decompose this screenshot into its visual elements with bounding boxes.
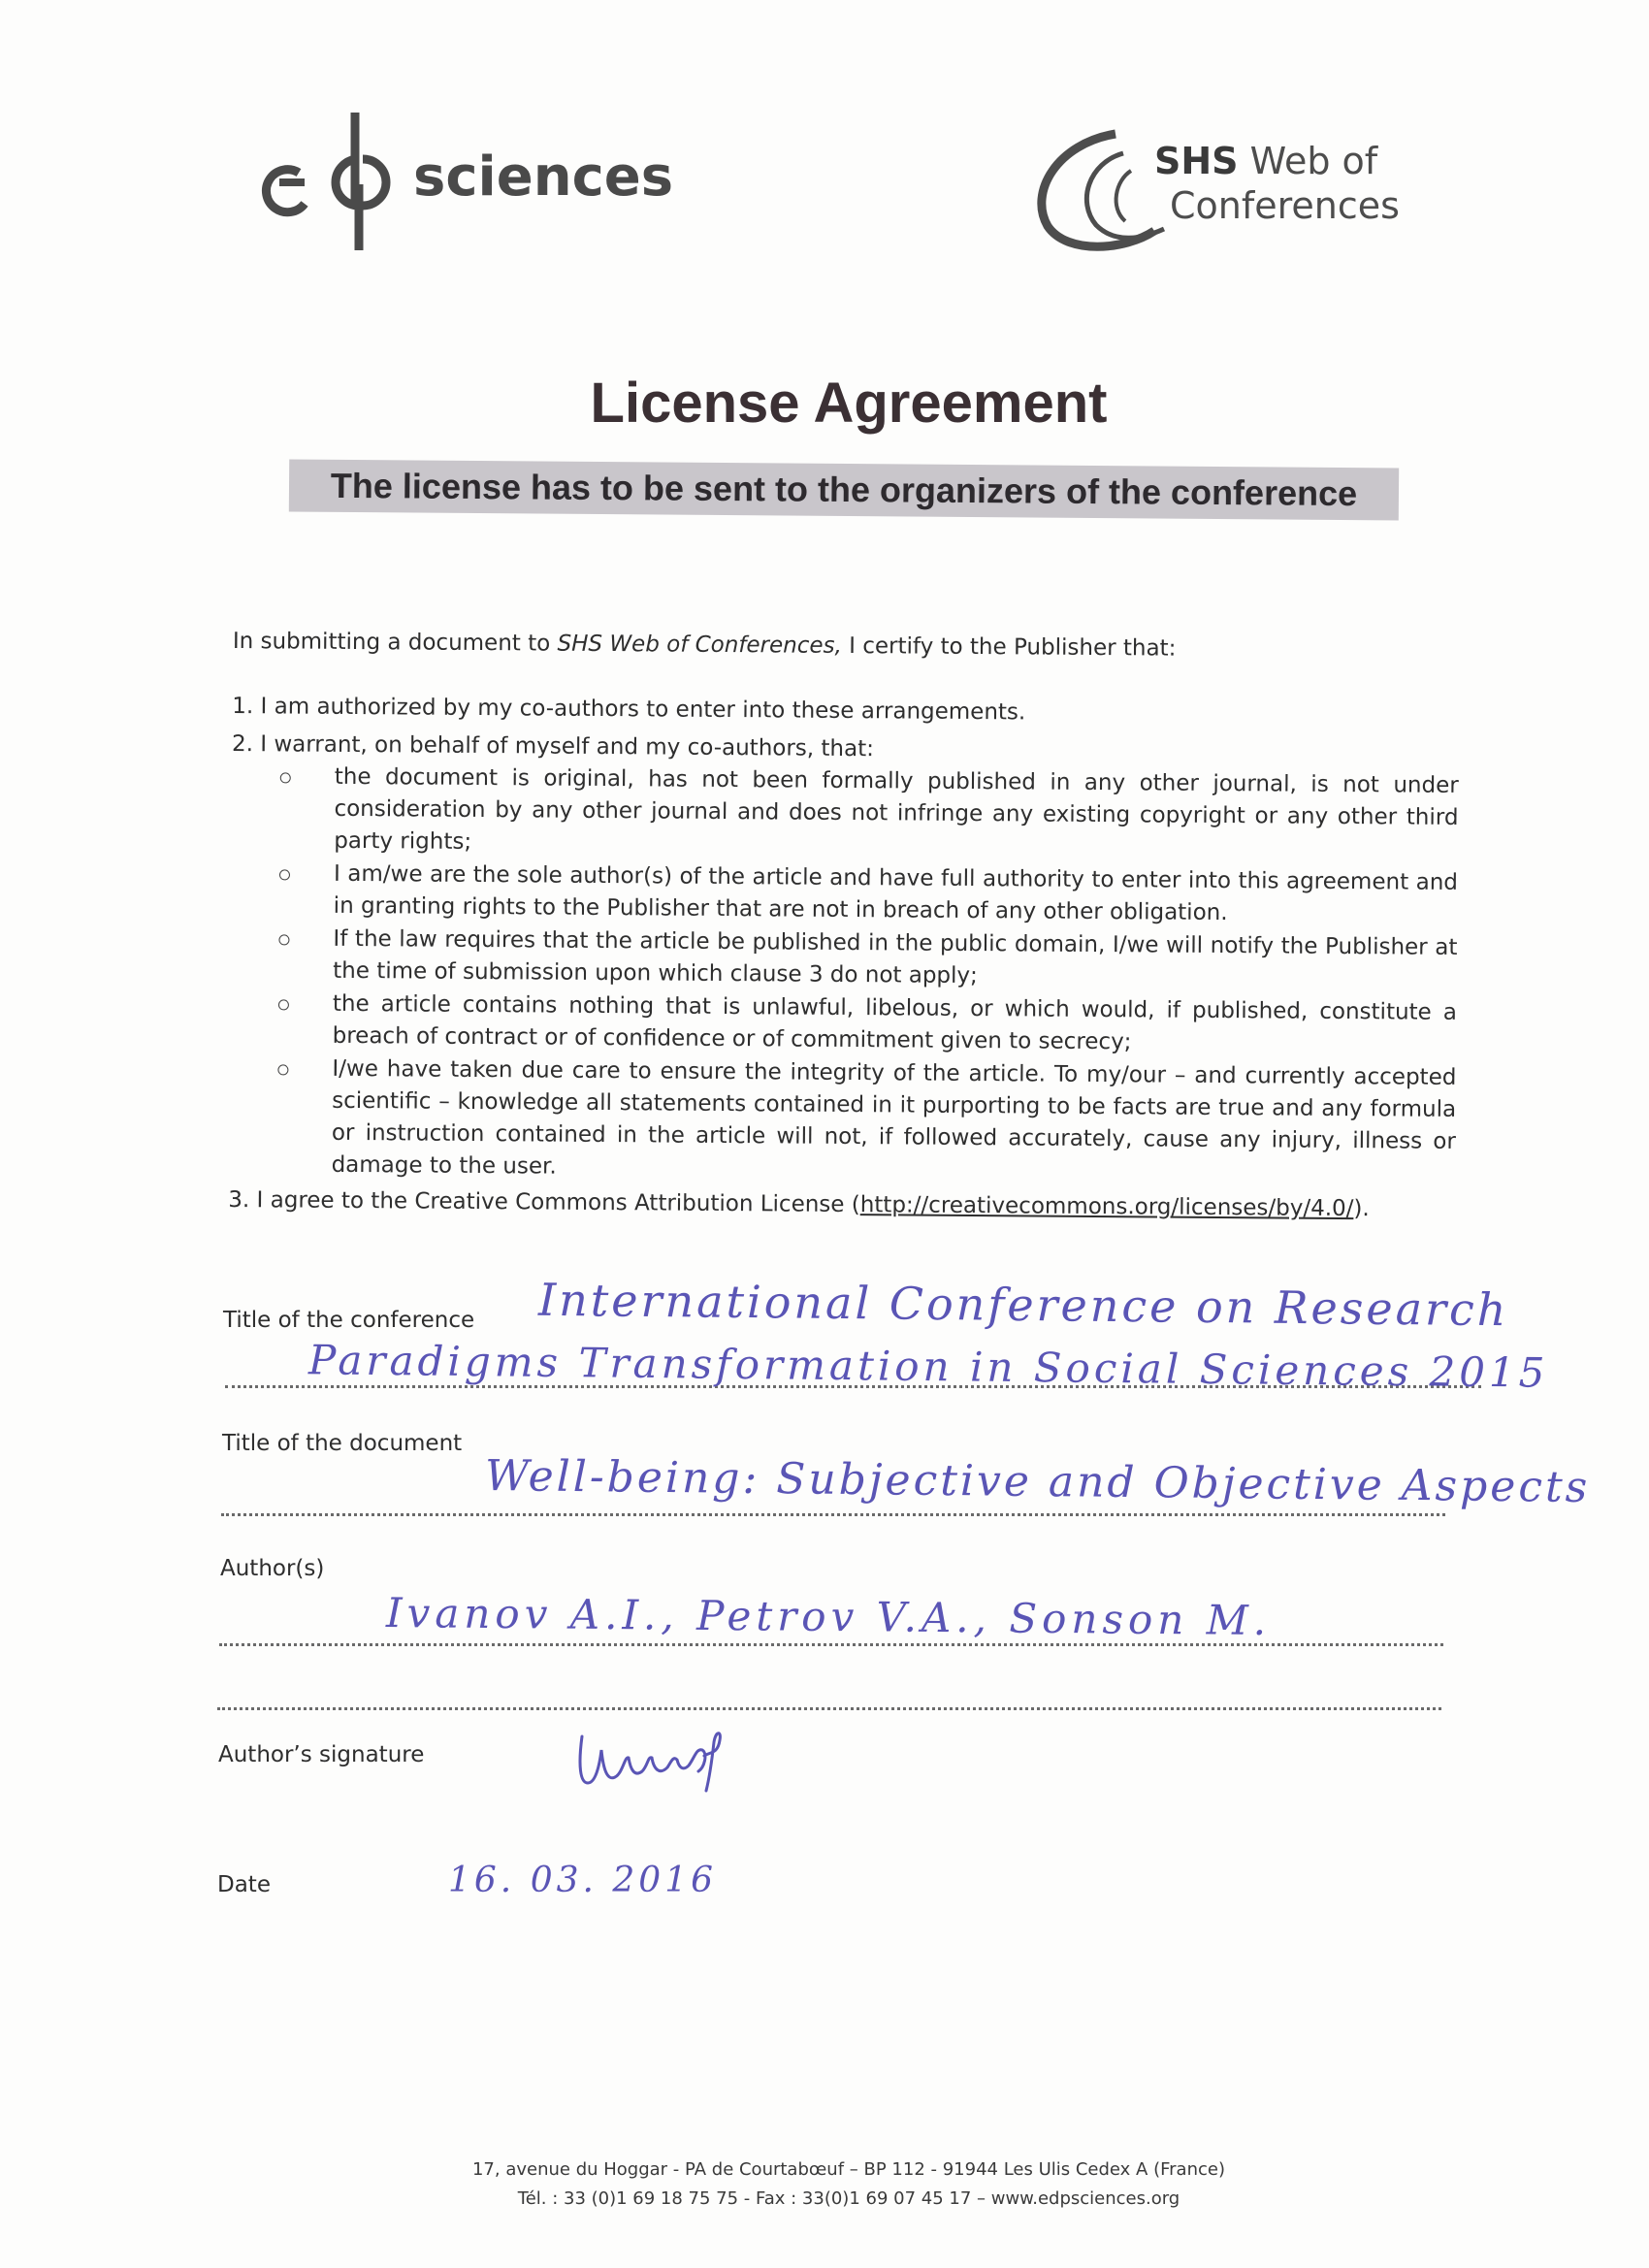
clause-3: 3. I agree to the Creative Commons Attribution License (http://creativecommons.org/licenses/by/4.0/). bbox=[228, 1186, 1370, 1222]
edp-mark-icon bbox=[250, 107, 415, 252]
circle-bullet-icon bbox=[279, 869, 290, 880]
circle-bullet-icon bbox=[277, 1064, 288, 1075]
handwritten-signature bbox=[574, 1727, 739, 1795]
footer-contact: Tél. : 33 (0)1 69 18 75 75 - Fax : 33(0)1 69 07 45 17 – www.edpsciences.org bbox=[517, 2188, 1180, 2209]
circle-bullet-icon bbox=[280, 772, 291, 783]
conference-value-line1[interactable]: International Conference on Research bbox=[537, 1273, 1509, 1337]
circle-bullet-icon bbox=[278, 934, 289, 945]
warranty-item: the article contains nothing that is unlawful, libelous, or which would, if published, constitute a breach of contract or of confidence or of commitment given to secrecy; bbox=[278, 988, 1457, 1061]
agreement-body bbox=[228, 626, 1460, 1232]
document-dotted-line bbox=[221, 1513, 1445, 1516]
circle-bullet-icon bbox=[278, 999, 289, 1010]
date-label: Date bbox=[217, 1872, 271, 1897]
authors-label: Author(s) bbox=[220, 1556, 325, 1581]
publisher-footer bbox=[0, 2155, 1649, 2214]
warranty-item: I/we have taken due care to ensure the integrity of the article. To my/our – and currently accepted scientific – knowledge all statements contained in it purporting to be facts are true and any formula or instruction contained in the article will not, if followed accurately, cause any injury, illness or damage to the user. bbox=[277, 1053, 1457, 1190]
edp-sciences-logo bbox=[250, 107, 696, 252]
conference-value-line2[interactable]: Paradigms Transformation in Social Sciences 2015 bbox=[307, 1336, 1549, 1397]
authors-dotted-line-2 bbox=[217, 1707, 1441, 1710]
warranty-item: If the law requires that the article be published in the public domain, I/we will notify the Publisher at the time of submission upon which clause 3 do not apply; bbox=[278, 923, 1457, 996]
intro-paragraph: In submitting a document to SHS Web of Conferences, I certify to the Publisher that: bbox=[232, 628, 1177, 662]
signature-label: Author’s signature bbox=[218, 1742, 425, 1767]
document-label: Title of the document bbox=[222, 1431, 463, 1456]
warranty-list bbox=[229, 761, 1459, 1190]
creative-commons-link[interactable]: http://creativecommons.org/licenses/by/4.0/ bbox=[859, 1192, 1354, 1222]
edp-sciences-word: sciences bbox=[413, 146, 674, 209]
clause-1: 1. I am authorized by my co-authors to enter into these arrangements. bbox=[232, 693, 1026, 726]
shs-web-of-conferences-logo bbox=[1028, 124, 1436, 260]
journal-name: SHS Web of Conferences, bbox=[557, 631, 842, 659]
warranty-item: the document is original, has not been formally published in any other journal, is not under consideration by any other journal and does not infringe any existing copyright or any other third party rights; bbox=[279, 761, 1459, 866]
document-value[interactable]: Well-being: Subjective and Objective Aspects bbox=[484, 1451, 1591, 1512]
shs-logo-line1: SHS Web of bbox=[1154, 140, 1378, 182]
conference-label: Title of the conference bbox=[223, 1308, 475, 1333]
page-title: License Agreement bbox=[590, 372, 1108, 435]
clause-2: 2. I warrant, on behalf of myself and my co-authors, that: bbox=[231, 730, 875, 762]
highlighted-subtitle: The license has to be sent to the organizers of the conference bbox=[289, 460, 1399, 521]
footer-address: 17, avenue du Hoggar - PA de Courtabœuf – BP 112 - 91944 Les Ulis Cedex A (France) bbox=[471, 2159, 1225, 2180]
authors-value[interactable]: Ivanov A.I., Petrov V.A., Sonson M. bbox=[385, 1589, 1272, 1644]
warranty-item: I am/we are the sole author(s) of the article and have full authority to enter into this agreement and in granting rights to the Publisher that are not in breach of any other obligation. bbox=[279, 858, 1458, 931]
date-value[interactable]: 16. 03. 2016 bbox=[448, 1861, 718, 1900]
shs-logo-line2: Conferences bbox=[1170, 184, 1400, 227]
